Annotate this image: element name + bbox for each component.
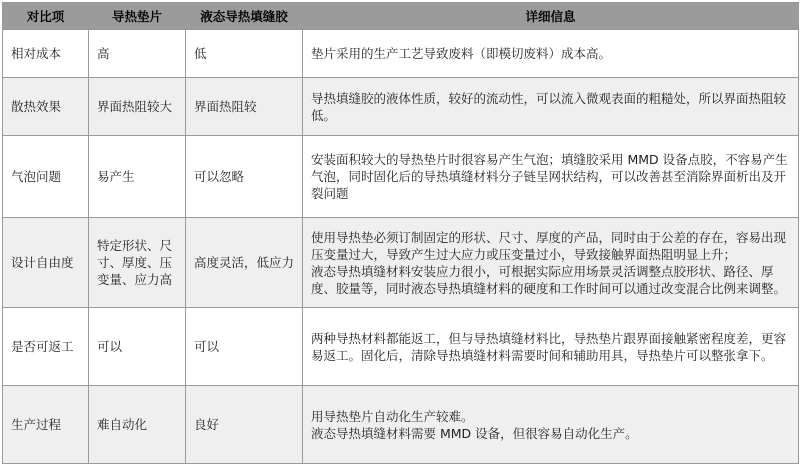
- cell-detail: 使用导热垫必须订制固定的形状、尺寸、厚度的产品，同时由于公差的存在，容易出现压变量过大，导致产生过大应力或压变量过小，导致接触界面热阻明显上升； 液态导热填缝材料安装应力很小，可根据实际应用场景灵活调整点胶形状、路径、厚度、胶量等，同时液态导热填缝材料的硬度和工作时间可以通过改变混合比例来调整。: [303, 218, 799, 308]
- cell-detail: 用导热垫片自动化生产较难。 液态导热填缝材料需要 MMD 设备，但很容易自动化生产。: [303, 386, 799, 464]
- cell-item: 气泡问题: [3, 136, 89, 218]
- cell-gel: 可以忽略: [186, 136, 303, 218]
- cell-gel: 高度灵活，低应力: [186, 218, 303, 308]
- cell-item: 相对成本: [3, 30, 89, 78]
- table-row: [3, 30, 799, 78]
- table-row: [3, 308, 799, 386]
- table-row: [3, 218, 799, 308]
- header-gel: 液态导热填缝胶: [186, 3, 303, 30]
- cell-item: 设计自由度: [3, 218, 89, 308]
- cell-gel: 良好: [186, 386, 303, 464]
- cell-pad: 界面热阻较大: [89, 78, 186, 136]
- header-detail: 详细信息: [303, 3, 799, 30]
- cell-detail: 垫片采用的生产工艺导致废料（即模切废料）成本高。: [303, 30, 799, 78]
- cell-gel: 界面热阻较: [186, 78, 303, 136]
- cell-detail: 导热填缝胶的液体性质，较好的流动性，可以流入微观表面的粗糙处，所以界面热阻较低。: [303, 78, 799, 136]
- cell-item: 散热效果: [3, 78, 89, 136]
- cell-item: 是否可返工: [3, 308, 89, 386]
- header-item: 对比项: [3, 3, 89, 30]
- cell-pad: 易产生: [89, 136, 186, 218]
- table-row: [3, 386, 799, 464]
- cell-detail: 两种导热材料都能返工，但与导热填缝材料比，导热垫片跟界面接触紧密程度差，更容易返工。固化后，清除导热填缝材料需要时间和辅助用具，导热垫片可以整张拿下。: [303, 308, 799, 386]
- table-row: [3, 136, 799, 218]
- table-row: [3, 78, 799, 136]
- cell-detail: 安装面积较大的导热垫片时很容易产生气泡；填缝胶采用 MMD 设备点胶，不容易产生气泡，同时固化后的导热填缝材料分子链呈网状结构，可以改善甚至消除界面析出及开裂问题: [303, 136, 799, 218]
- comparison-table: [2, 2, 799, 464]
- cell-pad: 高: [89, 30, 186, 78]
- header-pad: 导热垫片: [89, 3, 186, 30]
- cell-gel: 低: [186, 30, 303, 78]
- cell-pad: 可以: [89, 308, 186, 386]
- cell-gel: 可以: [186, 308, 303, 386]
- cell-pad: 特定形状、尺寸、厚度、压变量、应力高: [89, 218, 186, 308]
- cell-item: 生产过程: [3, 386, 89, 464]
- cell-pad: 难自动化: [89, 386, 186, 464]
- header-row: [3, 3, 799, 30]
